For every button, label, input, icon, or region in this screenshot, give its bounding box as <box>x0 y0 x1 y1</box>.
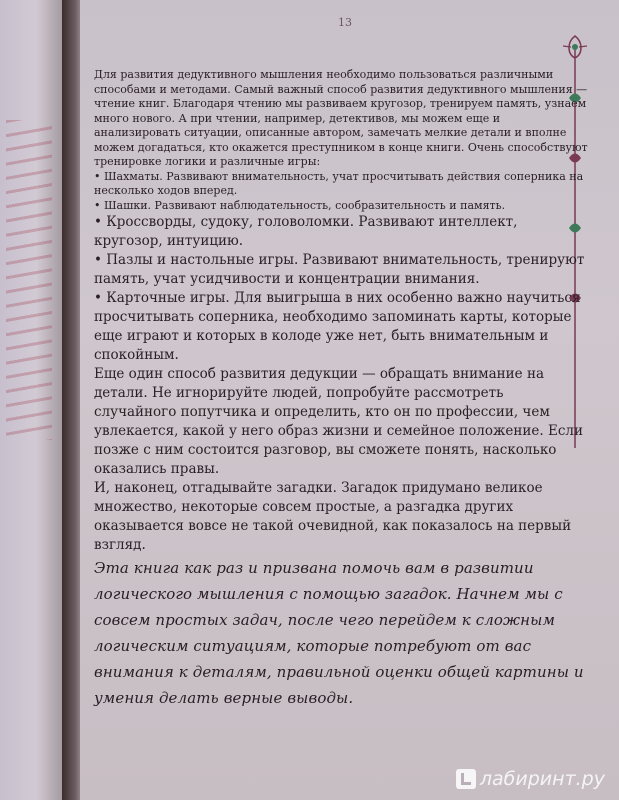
labirint-logo-icon <box>456 769 476 789</box>
details-paragraph: Еще один способ развития дедукции — обращать внимание на детали. Не игнорируйте людей, попробуйте рассмотреть случайного попутчика и определить, кто он по профессии, чем увлекается, какой у него образ жизни и семейное положение. Если позже с ним состоится разговор, вы сможете понять, насколько оказались правы. <box>94 366 583 477</box>
left-page-edge <box>0 0 66 800</box>
bullet-chess: • Шахматы. Развивают внимательность, учат просчитывать действия соперника на несколько ходов вперед. <box>94 169 584 197</box>
labirint-watermark <box>456 768 605 790</box>
watermark-text: лабиринт.ру <box>479 768 605 790</box>
italic-closing-paragraph: Эта книга как раз и призвана помочь вам в развитии логического мышления с помощью загадок. Начнем мы с совсем простых задач, после чего перейдем к сложным логическим ситуациям, которые потребуют от вас внимания к деталям, правильной оценки общей картины и умения делать верные выводы. <box>94 559 584 707</box>
riddles-paragraph: И, наконец, отгадывайте загадки. Загадок придумано великое множество, некоторые совсем простые, а разгадка других оказывается вовсе не такой очевидной, как показалось на первый взгляд. <box>94 480 572 553</box>
bullet-card-games: • Карточные игры. Для выигрыша в них особенно важно научиться просчитывать соперника, необходимо запоминать карты, которые еще играют и которых в колоде уже нет, быть внимательным и спокойным. <box>94 290 581 363</box>
book-page <box>80 0 619 800</box>
page-text <box>94 68 590 711</box>
left-page-decoration <box>6 120 52 440</box>
bullet-crosswords: • Кроссворды, судоку, головоломки. Развивают интеллект, кругозор, интуицию. <box>94 214 518 249</box>
bullet-checkers: • Шашки. Развивают наблюдательность, сообразительность и память. <box>94 198 506 212</box>
page-number: 13 <box>338 16 352 29</box>
intro-paragraph: Для развития дедуктивного мышления необходимо пользоваться различными способами и методами. Самый важный способ развития дедуктивного мышления — чтение книг. Благодаря чтению мы развиваем кругозор, тренируем память, узнаем много нового. А при чтении, например, детективов, мы можем еще и анализировать ситуации, описанные автором, замечать мелкие детали и вполне можем догадаться, кто окажется преступником в конце книги. Очень способствуют тренировке логики и различные игры: <box>94 68 588 168</box>
bullet-puzzles: • Пазлы и настольные игры. Развивают внимательность, тренируют память, учат усидчивости и концентрации внимания. <box>94 252 585 287</box>
